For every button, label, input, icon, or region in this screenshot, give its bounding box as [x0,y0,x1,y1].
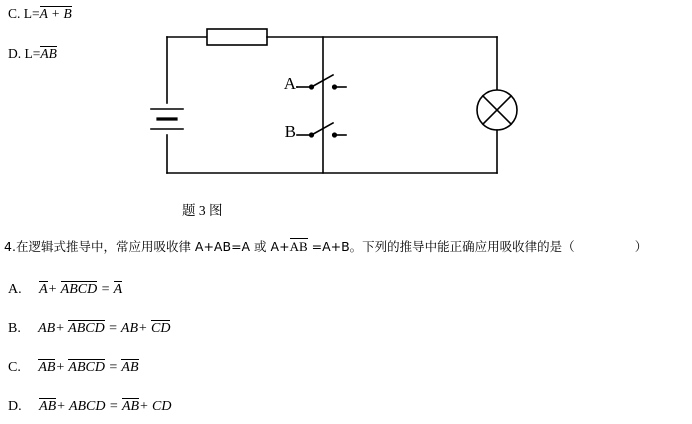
choice-d-expression [36,399,172,414]
term: CD [150,321,171,336]
term: AB [38,360,56,375]
choice-c-expression [35,360,139,375]
choice-a-letter: A. [8,282,22,297]
term: + [55,321,69,336]
question-4-number: 4. [4,239,16,254]
term: + [55,360,69,375]
term: ABCD [68,399,106,414]
switch-b-label: B [284,122,296,141]
term: ABCD [60,282,98,297]
figure-caption: 题 3 图 [182,203,223,218]
option-d-label: D. [8,46,22,61]
term: CD [152,399,172,414]
term: ABCD [68,360,105,375]
option-c-top [8,6,72,22]
term: + [47,282,61,297]
term: = [104,321,121,336]
term: + [56,399,69,414]
term: + [139,399,153,414]
choice-b[interactable] [8,320,170,337]
question-4-text-1: 在逻辑式推导中，常应用吸收律 A+AB=A 或 A+ [15,239,290,254]
option-c-prefix: L= [23,6,40,21]
option-c-label: C. [8,6,21,21]
option-c-overline-expr: A + B [39,6,72,21]
term: AB [39,399,57,414]
option-d-top [8,46,57,62]
term: ABCD [68,321,105,336]
term: AB [38,321,56,336]
term: = [105,399,122,414]
question-4-stem [4,237,688,255]
term: = [97,282,114,297]
question-4-text-2: =A+B。下列的推导中能正确应用吸收律的是（ [307,239,575,254]
question-4-text-3: ） [634,239,648,254]
option-d-prefix: L= [24,46,41,61]
choice-b-letter: B. [8,321,21,336]
term: AB [121,399,140,414]
switch-a-label: A [283,74,296,93]
term: A [39,282,48,297]
choice-c[interactable] [8,359,139,376]
choice-d-letter: D. [8,399,22,414]
term: AB [121,360,139,375]
term: = [104,360,122,375]
choice-a[interactable] [8,281,122,298]
choice-a-expression [36,282,123,297]
option-d-overline-expr: AB [40,46,57,61]
term: A [113,282,123,297]
choice-c-letter: C. [8,360,21,375]
question-4-overline-term: AB [289,239,308,254]
choice-d[interactable] [8,398,171,415]
circuit-diagram [150,25,520,185]
choice-b-expression [35,321,171,336]
term: + [138,321,151,336]
term: AB [120,321,139,336]
